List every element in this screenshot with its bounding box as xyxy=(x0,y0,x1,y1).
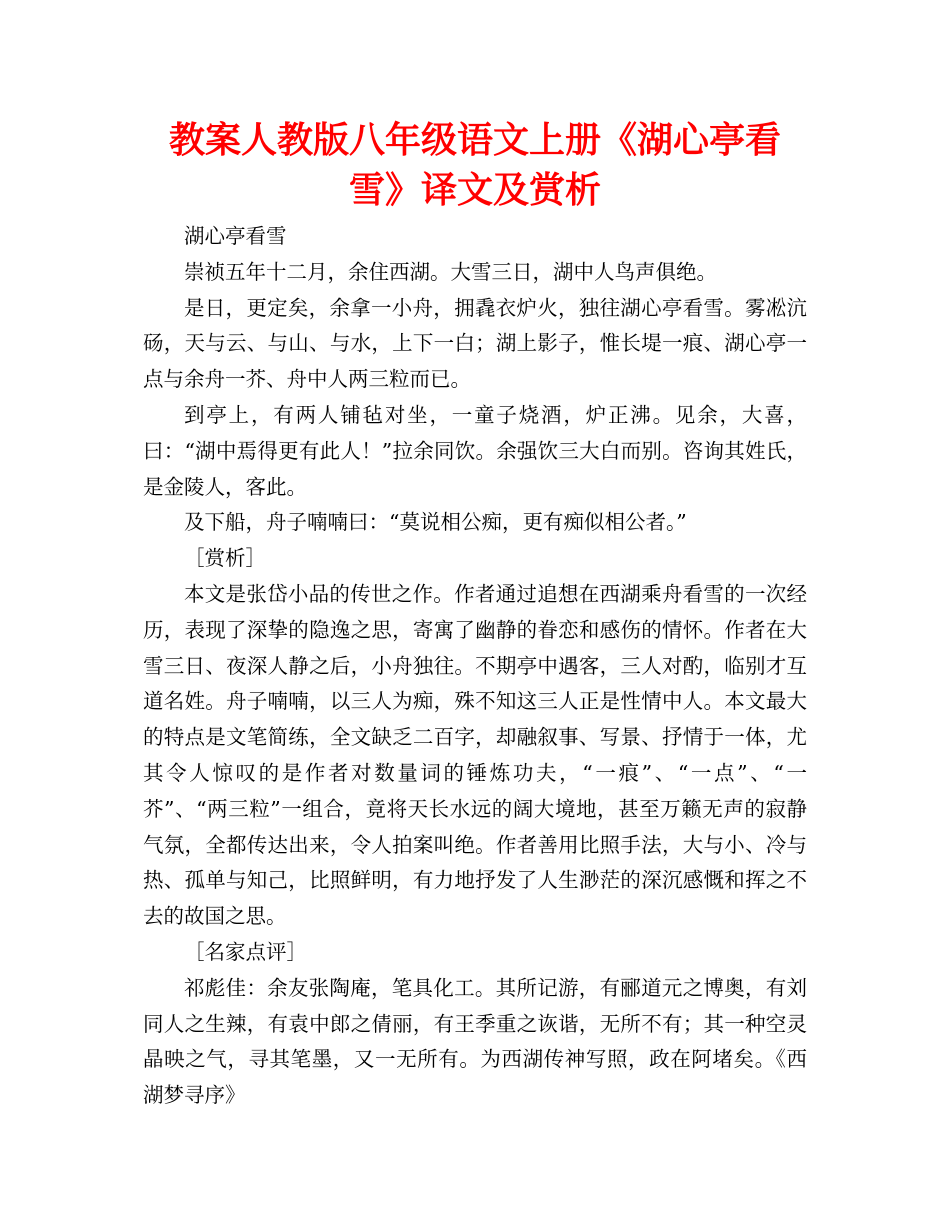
document-page xyxy=(143,116,807,1114)
section-heading-poem: 湖心亭看雪 xyxy=(184,224,287,248)
document-title: 教案人教版八年级语文上册《湖心亭看雪》译文及赏析 xyxy=(168,120,781,211)
paragraph: 及下船，舟子喃喃曰：“莫说相公痴，更有痴似相公者。” xyxy=(184,510,687,535)
paragraph: 是日，更定矣，余拿一小舟，拥毳衣炉火，独往湖心亭看雪。雾凇沆砀，天与云、与山、与水，上下一白；湖上影子，惟长堤一痕、湖心亭一点与余舟一芥、舟中人两三粒而已。 xyxy=(143,295,807,392)
document-body xyxy=(143,219,807,1114)
paragraph: 崇祯五年十二月，余住西湖。大雪三日，湖中人鸟声俱绝。 xyxy=(184,259,717,284)
paragraph: 本文是张岱小品的传世之作。作者通过追想在西湖乘舟看雪的一次经历，表现了深挚的隐逸之思，寄寓了幽静的眷恋和感伤的情怀。作者在大雪三日、夜深人静之后，小舟独往。不期亭中遇客，三人对酌，临别才互道名姓。舟子喃喃，以三人为痴，殊不知这三人正是性情中人。本文最大的特点是文笔简练，全文缺乏二百字，却融叙事、写景、抒情于一体，尤其令人惊叹的是作者对数量词的锤炼功夫，“一痕”、“一点”、“一芥”、“两三粒”一组合，竟将天长水远的阔大境地，甚至万籁无声的寂静气氛，全都传达出来，令人拍案叫绝。作者善用比照手法，大与小、冷与热、孤单与知己，比照鲜明，有力地抒发了人生渺茫的深沉感慨和挥之不去的故国之思。 xyxy=(143,581,807,929)
section-heading-appreciation: ［赏析］ xyxy=(184,546,266,571)
paragraph: 祁彪佳：余友张陶庵，笔具化工。其所记游，有郦道元之博奥，有刘同人之生辣，有袁中郎之倩丽，有王季重之诙谐，无所不有；其一种空灵晶映之气，寻其笔墨，又一无所有。为西湖传神写照，政在阿堵矣。《西湖梦寻序》 xyxy=(143,975,807,1108)
section-heading-commentary: ［名家点评］ xyxy=(184,939,307,964)
paragraph: 到亭上，有两人铺毡对坐，一童子烧酒，炉正沸。见余，大喜，曰：“湖中焉得更有此人！”拉余同饮。余强饮三大白而别。咨询其姓氏，是金陵人，客此。 xyxy=(143,402,807,499)
